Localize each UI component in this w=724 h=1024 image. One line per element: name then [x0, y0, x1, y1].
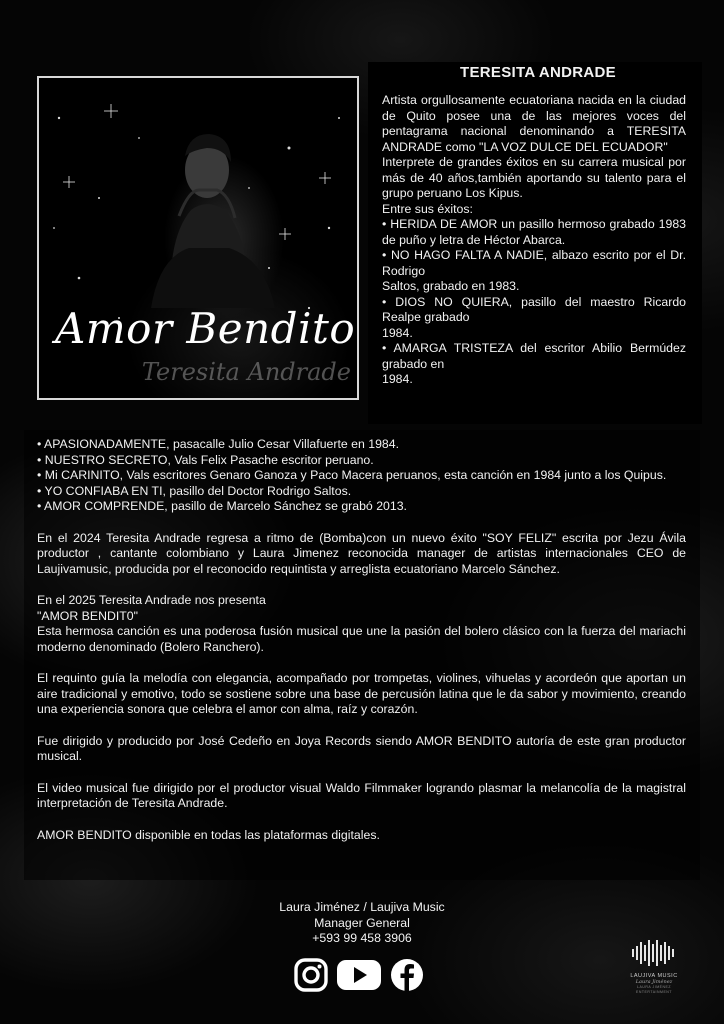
- list-item: • NUESTRO SECRETO, Vals Felix Pasache escritor peruano.: [37, 453, 686, 469]
- paragraph-2025-line3: Esta hermosa canción es una poderosa fusión musical que une la pasión del bolero clásico con la fuerza del mariachi moderno denominado (Bolero Ranchero).: [37, 624, 686, 654]
- bio-text: [382, 93, 686, 388]
- soundwave-logo-icon: [630, 938, 678, 968]
- list-item: • DIOS NO QUIERA, pasillo del maestro Ricardo Realpe grabado: [382, 295, 686, 326]
- list-item: • AMARGA TRISTEZA del escritor Abilio Bermúdez grabado en: [382, 341, 686, 372]
- paragraph-2025-line1: En el 2025 Teresita Andrade nos presenta: [37, 593, 266, 607]
- list-item: • NO HAGO FALTA A NADIE, albazo escrito por el Dr. Rodrigo: [382, 248, 686, 279]
- logo-name: LAUJIVA MUSIC: [630, 973, 678, 979]
- list-item-continued: Saltos, grabado en 1983.: [382, 279, 520, 293]
- laujiva-logo: [622, 938, 686, 996]
- bio-hits-heading: Entre sus éxitos:: [382, 201, 473, 216]
- logo-tagline: Laura Jiménez: [635, 979, 673, 985]
- bio-career: Interprete de grandes éxitos en su carrera musical por más de 40 años,también aportando su talento para el grupo peruano Los Kipus.: [382, 155, 686, 200]
- bio-hits-list: [382, 217, 686, 388]
- list-item: • Mi CARINITO, Vals escritores Genaro Ganoza y Paco Macera peruanos, esta canción en 1984 junto a los Quipus.: [37, 468, 686, 484]
- paragraph-available: AMOR BENDITO disponible en todas las plataformas digitales.: [37, 827, 380, 842]
- main-hits-list: [37, 437, 686, 515]
- list-item: • HERIDA DE AMOR un pasillo hermoso grabado 1983 de puño y letra de Héctor Abarca.: [382, 217, 686, 248]
- paragraph-2025-line2: "AMOR BENDIT0": [37, 608, 138, 623]
- contact-phone: +593 99 458 3906: [312, 931, 412, 945]
- paragraph-2024: En el 2024 Teresita Andrade regresa a ritmo de (Bomba)con un nuevo éxito "SOY FELIZ" escrita por Jezu Ávila productor , cantante colombiano y Laura Jimenez reconocida manager de artistas internacionales CEO de Laujivamusic, producida por el reconocido requintista y arreglista ecuatoriano Marcelo Sánchez.: [37, 530, 686, 576]
- youtube-icon[interactable]: [336, 958, 382, 992]
- contact-role: Manager General: [314, 915, 410, 930]
- paragraph-produced: Fue dirigido y producido por José Cedeño en Joya Records siendo AMOR BENDITO autoría de este gran productor musical.: [37, 733, 686, 763]
- contact-block: [236, 900, 488, 947]
- paragraph-requinto: El requinto guía la melodía con elegancia, acompañado por trompetas, violines, vihuelas y acordeón que aportan un aire tradicional y emotivo, todo se sostiene sobre una base de percusión latina que le da sabor y movimiento, creando una experiencia sonora que celebra el amor con alma, raíz y corazón.: [37, 671, 686, 716]
- list-item: • YO CONFIABA EN TI, pasillo del Doctor Rodrigo Saltos.: [37, 484, 686, 500]
- list-item: • APASIONADAMENTE, pasacalle Julio Cesar Villafuerte en 1984.: [37, 437, 686, 453]
- contact-name: Laura Jiménez / Laujiva Music: [279, 900, 445, 914]
- list-item-continued: 1984.: [382, 372, 413, 386]
- album-cover: [37, 76, 359, 400]
- logo-sub: LAURA JIMÉNEZ ENTERTAINMENT: [636, 985, 672, 994]
- list-item: • AMOR COMPRENDE, pasillo de Marcelo Sánchez se grabó 2013.: [37, 499, 686, 515]
- facebook-icon[interactable]: [390, 958, 424, 992]
- cover-title: Amor Bendito: [55, 304, 356, 353]
- bio-title: TERESITA ANDRADE: [460, 64, 616, 81]
- main-text: [37, 437, 686, 843]
- cover-artist: Teresita Andrade: [141, 358, 351, 386]
- paragraph-video: El video musical fue dirigido por el productor visual Waldo Filmmaker logrando plasmar la melancolía de la magistral interpretación de Teresita Andrade.: [37, 780, 686, 810]
- bio-intro: Artista orgullosamente ecuatoriana nacida en la ciudad de Quito posee una de las mejores voces del pentagrama nacional denominando a TERESITA ANDRADE como "LA VOZ DULCE DEL ECUADOR": [382, 93, 686, 154]
- list-item-continued: 1984.: [382, 325, 413, 340]
- instagram-icon[interactable]: [294, 958, 328, 992]
